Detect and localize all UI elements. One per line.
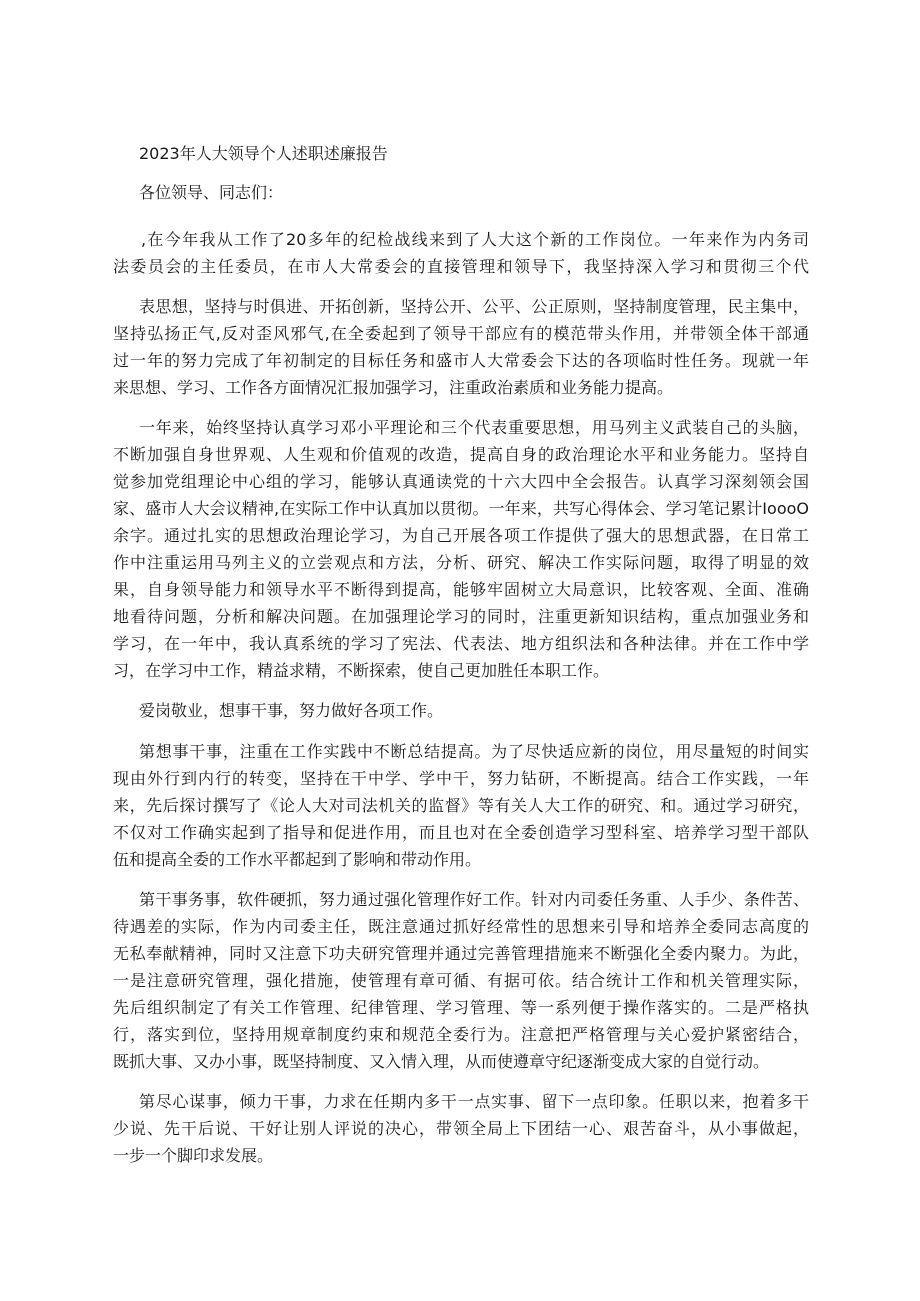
paragraph-line: 表思想，坚持与时俱进、开拓创新，坚持公开、公平、公正原则，坚持制度管理，民主集中， <box>139 297 809 316</box>
paragraph-line: ,在今年我从工作了20多年的纪检战线来到了人大这个新的工作岗位。一年来作为内务司 <box>141 230 809 249</box>
paragraph-line: 无私奉献精神，同时又注意下功夫研究管理并通过完善管理措施来不断强化全委内聚力。为此， <box>113 944 809 963</box>
paragraph-line: 地看待问题，分析和解决问题。在加强理论学习的同时，注重更新知识结构，重点加强业务和 <box>113 607 809 626</box>
paragraph-line: 第尽心谋事，倾力干事，力求在任期内多干一点实事、留下一点印象。任职以来，抱着多干 <box>139 1092 809 1111</box>
paragraph-line: 行，落实到位，坚持用规章制度约束和规范全委行为。注意把严格管理与关心爱护紧密结合， <box>113 1025 809 1044</box>
paragraph-line: 爱岗敬业，想事干事，努力做好各项工作。 <box>139 701 444 720</box>
paragraph-line: 坚持弘扬正气,反对歪风邪气,在全委起到了领导干部应有的模范带头作用，并带领全体干部通 <box>113 324 809 343</box>
paragraph-line: 来思想、学习、工作各方面情况汇报加强学习，注重政治素质和业务能力提高。 <box>113 378 674 397</box>
paragraph-line: 既抓大事、又办小事，既坚持制度、又入情入理，从而使遵章守纪逐渐变成大家的自觉行动。 <box>113 1052 770 1071</box>
paragraph-line: 一步一个脚印求发展。 <box>113 1146 274 1165</box>
paragraph-line: 习，在学习中工作，精益求精，不断探索，使自己更加胜任本职工作。 <box>113 661 610 680</box>
paragraph-line: 过一年的努力完成了年初制定的目标任务和盛市人大常委会下达的各项临时性任务。现就一年 <box>113 351 809 370</box>
salutation: 各位领导、同志们： <box>139 183 284 202</box>
paragraph-line: 不断加强自身世界观、人生观和价值观的改造，提高自身的政治理论水平和业务能力。坚持自 <box>113 445 809 464</box>
paragraph-line: 作中注重运用马列主义的立尝观点和方法，分析、研究、解决工作实际问题，取得了明显的效 <box>113 553 809 572</box>
paragraph-line: 一是注意研究管理，强化措施，使管理有章可循、有据可依。结合统计工作和机关管理实际， <box>113 971 809 990</box>
paragraph-line: 余字。通过扎实的思想政治理论学习，为自己开展各项工作提供了强大的思想武器，在日常工 <box>113 526 809 545</box>
paragraph-line: 少说、先干后说、干好让别人评说的决心，带领全局上下团结一心、艰苦奋斗，从小事做起， <box>113 1119 809 1138</box>
document-title: 2023年人大领导个人述职述廉报告 <box>139 144 388 163</box>
paragraph-line: 不仅对工作确实起到了指导和促进作用，而且也对在全委创造学习型科室、培养学习型干部队 <box>113 823 809 842</box>
paragraph-line: 法委员会的主任委员，在市人大常委会的直接管理和领导下，我坚持深入学习和贯彻三个代 <box>113 257 809 276</box>
paragraph-line: 待遇差的实际，作为内司委主任，既注意通过抓好经常性的思想来引导和培养全委同志高度的 <box>113 917 809 936</box>
paragraph-line: 第想事干事，注重在工作实践中不断总结提高。为了尽快适应新的岗位，用尽量短的时间实 <box>139 742 809 761</box>
paragraph-line: 家、盛市人大会议精神,在实际工作中认真加以贯彻。一年来，共写心得体会、学习笔记累计IoooO <box>113 499 809 518</box>
paragraph-line: 来，先后探讨撰写了《论人大对司法机关的监督》等有关人大工作的研究、和。通过学习研究， <box>113 796 809 815</box>
paragraph-line: 学习，在一年中，我认真系统的学习了宪法、代表法、地方组织法和各种法律。并在工作中学 <box>113 634 809 653</box>
paragraph-line: 第干事务事，软件硬抓，努力通过强化管理作好工作。针对内司委任务重、人手少、条件苦、 <box>139 890 809 909</box>
paragraph-line: 伍和提高全委的工作水平都起到了影响和带动作用。 <box>113 850 482 869</box>
paragraph-line: 先后组织制定了有关工作管理、纪律管理、学习管理、等一系列便于操作落实的。二是严格执 <box>113 998 809 1017</box>
paragraph-line: 觉参加党组理论中心组的学习，能够认真通读党的十六大四中全会报告。认真学习深刻领会国 <box>113 472 809 491</box>
paragraph-line: 果，自身领导能力和领导水平不断得到提高，能够牢固树立大局意识，比较客观、全面、准确 <box>113 580 809 599</box>
paragraph-line: 一年来，始终坚持认真学习邓小平理论和三个代表重要思想，用马列主义武装自己的头脑， <box>139 418 809 437</box>
paragraph-line: 现由外行到内行的转变，坚持在干中学、学中干，努力钻研，不断提高。结合工作实践，一年 <box>113 769 809 788</box>
